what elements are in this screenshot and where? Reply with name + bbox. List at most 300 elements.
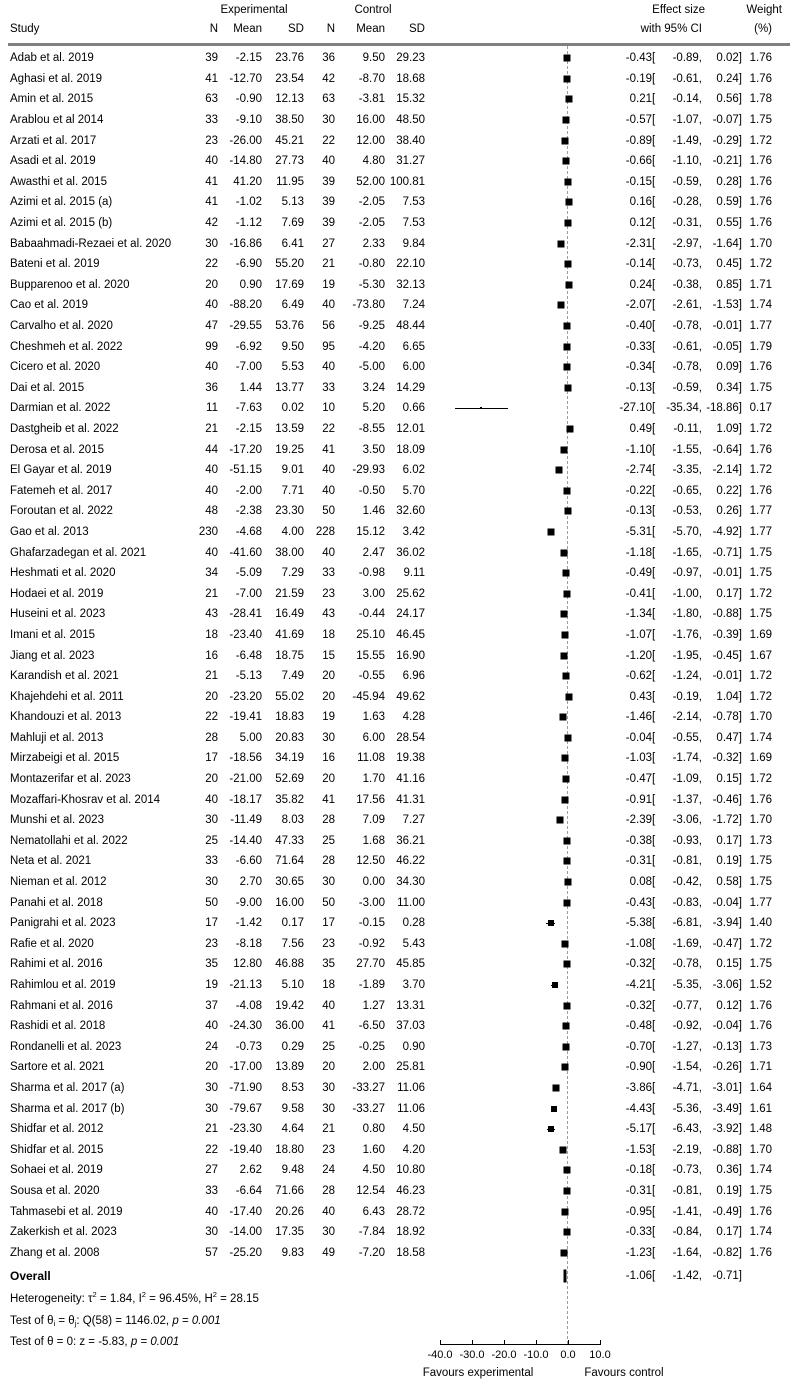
effect-size-cell: -1.03 bbox=[625, 752, 652, 765]
control-n-cell: 43 bbox=[322, 608, 335, 621]
study-name-cell: Rahimi et al. 2016 bbox=[10, 958, 103, 971]
effect-size-marker bbox=[480, 407, 482, 409]
control-sd-cell: 48.44 bbox=[396, 320, 425, 333]
stat-line bbox=[10, 1332, 798, 1354]
x-axis-tick bbox=[504, 1340, 505, 1344]
control-sd-cell: 4.20 bbox=[402, 1143, 425, 1156]
experimental-n-cell: 37 bbox=[205, 999, 218, 1012]
ci-upper-cell: -0.64] bbox=[712, 443, 742, 456]
experimental-mean-cell: -2.38 bbox=[235, 505, 262, 518]
study-name-cell: Cao et al. 2019 bbox=[10, 299, 89, 312]
ci-upper-cell: -0.01] bbox=[712, 320, 742, 333]
bracket-cell: [ bbox=[652, 1102, 656, 1115]
control-n-cell: 20 bbox=[322, 1061, 335, 1074]
bracket-cell: [ bbox=[652, 52, 656, 65]
control-n-cell: 40 bbox=[322, 999, 335, 1012]
study-name-cell: Mahluji et al. 2013 bbox=[10, 731, 104, 744]
ci-upper-cell: 0.56] bbox=[716, 93, 742, 106]
experimental-sd-cell: 18.83 bbox=[275, 711, 304, 724]
bracket-cell: [ bbox=[652, 711, 656, 724]
control-n-cell: 49 bbox=[322, 1246, 335, 1259]
weight-cell: 1.74 bbox=[749, 1226, 772, 1239]
x-axis-tick bbox=[472, 1340, 473, 1344]
experimental-mean-cell: -7.00 bbox=[235, 587, 262, 600]
effect-size-marker bbox=[562, 1064, 569, 1071]
forest-row bbox=[0, 151, 798, 172]
effect-size-cell: 0.21 bbox=[629, 93, 652, 106]
bracket-cell: [ bbox=[652, 175, 656, 188]
effect-size-cell: -5.31 bbox=[625, 525, 652, 538]
control-sd-cell: 3.42 bbox=[402, 525, 425, 538]
ci-lower-cell: -5.70, bbox=[672, 525, 702, 538]
weight-cell: 1.77 bbox=[749, 525, 772, 538]
effect-size-cell: 0.12 bbox=[629, 217, 652, 230]
ci-plot-cell bbox=[425, 295, 612, 316]
effect-size-cell: -1.20 bbox=[625, 649, 652, 662]
control-mean-cell: 11.08 bbox=[357, 752, 385, 765]
weight-cell: 1.61 bbox=[749, 1102, 772, 1115]
x-axis-tick bbox=[536, 1340, 537, 1344]
control-mean-cell: 1.68 bbox=[362, 834, 385, 847]
weight-header-line2: (%) bbox=[754, 23, 772, 35]
study-name-cell: Babaahmadi-Rezaei et al. 2020 bbox=[10, 237, 172, 250]
control-mean-cell: 52.00 bbox=[356, 175, 385, 188]
ci-lower-cell: -35.34, bbox=[666, 402, 702, 415]
ci-upper-cell: -0.39] bbox=[712, 628, 742, 641]
ci-lower-cell: -0.55, bbox=[672, 731, 702, 744]
study-name-cell: Imani et al. 2015 bbox=[10, 628, 96, 641]
forest-row bbox=[0, 892, 798, 913]
ci-upper-cell: 0.15] bbox=[716, 773, 742, 786]
effect-size-marker bbox=[565, 199, 572, 206]
ci-plot-cell bbox=[425, 357, 612, 378]
forest-row bbox=[0, 975, 798, 996]
x-axis-tick bbox=[568, 1340, 569, 1344]
ci-plot-cell bbox=[425, 913, 612, 934]
ci-plot-cell bbox=[425, 934, 612, 955]
effect-size-cell: -0.43 bbox=[625, 52, 652, 65]
experimental-sd-cell: 6.49 bbox=[281, 299, 304, 312]
experimental-sd-cell: 19.25 bbox=[275, 443, 304, 456]
study-name-cell: Rafie et al. 2020 bbox=[10, 937, 94, 950]
ci-plot-cell bbox=[425, 625, 612, 646]
experimental-n-cell: 30 bbox=[205, 237, 218, 250]
effect-size-marker bbox=[563, 1002, 570, 1009]
ci-plot-cell bbox=[425, 686, 612, 707]
study-name-cell: Shidfar et al. 2012 bbox=[10, 1123, 104, 1136]
experimental-n-cell: 42 bbox=[205, 217, 218, 230]
effect-size-cell: -0.31 bbox=[625, 855, 652, 868]
experimental-mean-cell: -6.64 bbox=[235, 1184, 262, 1197]
study-name-cell: Asadi et al. 2019 bbox=[10, 155, 96, 168]
bracket-cell: [ bbox=[652, 525, 656, 538]
study-name-cell: Montazerifar et al. 2023 bbox=[10, 773, 131, 786]
study-name-cell: Fatemeh et al. 2017 bbox=[10, 484, 113, 497]
experimental-mean-cell: -12.70 bbox=[229, 72, 262, 85]
control-sd-cell: 46.22 bbox=[396, 855, 425, 868]
ci-lower-cell: -1.49, bbox=[672, 134, 702, 147]
experimental-mean-cell: -18.56 bbox=[229, 752, 262, 765]
control-mean-cell: -3.81 bbox=[358, 93, 385, 106]
bracket-cell: [ bbox=[652, 505, 656, 518]
ci-plot-cell bbox=[425, 831, 612, 852]
weight-cell: 1.73 bbox=[749, 834, 772, 847]
control-n-cell: 30 bbox=[322, 1102, 335, 1115]
weight-cell: 1.67 bbox=[749, 649, 772, 662]
weight-cell: 1.76 bbox=[749, 196, 772, 209]
weight-cell: 1.72 bbox=[749, 773, 772, 786]
effect-size-marker bbox=[548, 1126, 554, 1132]
study-name-cell: Arablou et al 2014 bbox=[10, 114, 104, 127]
forest-row bbox=[0, 398, 798, 419]
x-axis-line bbox=[440, 1344, 601, 1345]
ci-plot-cell bbox=[425, 130, 612, 151]
effect-size-marker bbox=[561, 631, 568, 638]
experimental-sd-cell: 5.53 bbox=[281, 361, 304, 374]
effect-size-marker bbox=[563, 117, 570, 124]
ci-plot-cell bbox=[425, 233, 612, 254]
weight-cell: 1.52 bbox=[749, 979, 772, 992]
control-n-header: N bbox=[326, 23, 335, 35]
ci-plot-cell bbox=[425, 954, 612, 975]
effect-size-marker bbox=[552, 982, 558, 988]
control-mean-cell: 15.55 bbox=[356, 649, 385, 662]
forest-row bbox=[0, 542, 798, 563]
ci-plot-cell bbox=[425, 275, 612, 296]
forest-row bbox=[0, 748, 798, 769]
experimental-n-cell: 22 bbox=[205, 258, 218, 271]
experimental-sd-cell: 5.13 bbox=[281, 196, 304, 209]
experimental-n-cell: 19 bbox=[205, 979, 218, 992]
control-n-cell: 21 bbox=[322, 1123, 335, 1136]
control-mean-cell: 2.00 bbox=[362, 1061, 385, 1074]
ci-plot-cell bbox=[425, 480, 612, 501]
weight-cell: 1.76 bbox=[749, 443, 772, 456]
bracket-cell: [ bbox=[652, 690, 656, 703]
ci-plot-cell bbox=[425, 851, 612, 872]
control-mean-cell: 1.60 bbox=[362, 1143, 385, 1156]
control-n-cell: 19 bbox=[322, 711, 335, 724]
forest-row bbox=[0, 995, 798, 1016]
bracket-cell: [ bbox=[652, 608, 656, 621]
control-sd-cell: 24.17 bbox=[396, 608, 425, 621]
ci-lower-cell: -0.31, bbox=[672, 217, 702, 230]
ci-lower-cell: -0.42, bbox=[672, 876, 702, 889]
control-sd-cell: 37.03 bbox=[396, 1020, 425, 1033]
experimental-mean-header: Mean bbox=[233, 23, 262, 35]
ci-lower-cell: -1.80, bbox=[672, 608, 702, 621]
effect-size-cell: -1.07 bbox=[625, 628, 652, 641]
control-n-cell: 228 bbox=[315, 525, 335, 538]
effect-size-header-line1: Effect size bbox=[652, 4, 705, 16]
control-n-cell: 23 bbox=[322, 937, 335, 950]
experimental-mean-cell: -9.00 bbox=[235, 896, 262, 909]
effect-size-marker bbox=[562, 1043, 569, 1050]
effect-size-cell: -0.48 bbox=[625, 1020, 652, 1033]
forest-row bbox=[0, 1242, 798, 1263]
ci-plot-cell bbox=[425, 872, 612, 893]
forest-row bbox=[0, 872, 798, 893]
bracket-cell: [ bbox=[652, 587, 656, 600]
control-sd-cell: 6.02 bbox=[402, 464, 425, 477]
experimental-mean-cell: -9.10 bbox=[235, 114, 262, 127]
control-sd-cell: 49.62 bbox=[396, 690, 425, 703]
experimental-n-cell: 40 bbox=[205, 1020, 218, 1033]
control-sd-cell: 28.72 bbox=[396, 1205, 425, 1218]
experimental-sd-cell: 0.29 bbox=[281, 1040, 304, 1053]
effect-size-marker bbox=[551, 1106, 557, 1112]
ci-lower-cell: -0.83, bbox=[672, 896, 702, 909]
ci-lower-cell: -1.07, bbox=[672, 114, 702, 127]
effect-size-marker bbox=[564, 508, 571, 515]
ci-plot-cell bbox=[425, 213, 612, 234]
weight-cell: 1.79 bbox=[749, 340, 772, 353]
forest-row bbox=[0, 48, 798, 69]
experimental-sd-cell: 4.00 bbox=[281, 525, 304, 538]
experimental-mean-cell: -6.90 bbox=[235, 258, 262, 271]
ci-upper-cell: 0.12] bbox=[716, 999, 742, 1012]
experimental-n-cell: 40 bbox=[205, 299, 218, 312]
ci-lower-cell: -6.81, bbox=[672, 917, 702, 930]
control-n-cell: 30 bbox=[322, 1226, 335, 1239]
control-n-cell: 39 bbox=[322, 175, 335, 188]
ci-plot-cell bbox=[425, 522, 612, 543]
control-n-cell: 22 bbox=[322, 422, 335, 435]
control-mean-cell: -0.44 bbox=[358, 608, 385, 621]
study-name-cell: Huseini et al. 2023 bbox=[10, 608, 106, 621]
experimental-mean-cell: -18.17 bbox=[229, 793, 262, 806]
effect-size-marker bbox=[561, 1249, 568, 1256]
weight-cell: 1.76 bbox=[749, 1205, 772, 1218]
control-n-cell: 28 bbox=[322, 855, 335, 868]
control-mean-cell: 25.10 bbox=[356, 628, 385, 641]
ci-upper-cell: 0.24] bbox=[716, 72, 742, 85]
control-sd-cell: 41.16 bbox=[396, 773, 425, 786]
weight-cell: 1.72 bbox=[749, 464, 772, 477]
effect-size-marker bbox=[560, 1146, 567, 1153]
ci-upper-cell: -3.06] bbox=[712, 979, 742, 992]
effect-size-cell: -0.38 bbox=[625, 834, 652, 847]
stat-segment: Test of θ = 0: z = -5.83, bbox=[10, 1336, 131, 1349]
forest-row bbox=[0, 1160, 798, 1181]
control-sd-cell: 32.60 bbox=[396, 505, 425, 518]
forest-row bbox=[0, 645, 798, 666]
experimental-sd-cell: 7.56 bbox=[281, 937, 304, 950]
forest-row bbox=[0, 913, 798, 934]
effect-size-marker bbox=[563, 899, 570, 906]
bracket-cell: [ bbox=[652, 1123, 656, 1136]
experimental-mean-cell: -28.41 bbox=[229, 608, 262, 621]
control-n-cell: 36 bbox=[322, 52, 335, 65]
study-name-cell: Hodaei et al. 2019 bbox=[10, 587, 104, 600]
experimental-sd-cell: 46.88 bbox=[275, 958, 304, 971]
model-statistics bbox=[0, 1289, 798, 1354]
bracket-cell: [ bbox=[652, 1081, 656, 1094]
ci-upper-cell: -0.49] bbox=[712, 1205, 742, 1218]
effect-size-marker bbox=[566, 693, 573, 700]
experimental-mean-cell: -41.60 bbox=[229, 546, 262, 559]
experimental-n-cell: 40 bbox=[205, 484, 218, 497]
effect-size-marker bbox=[564, 1167, 571, 1174]
control-n-cell: 23 bbox=[322, 1143, 335, 1156]
study-name-cell: Sousa et al. 2020 bbox=[10, 1184, 100, 1197]
effect-size-marker bbox=[561, 1208, 568, 1215]
bracket-cell: [ bbox=[652, 731, 656, 744]
control-n-cell: 10 bbox=[322, 402, 335, 415]
control-sd-cell: 5.43 bbox=[402, 937, 425, 950]
forest-row bbox=[0, 357, 798, 378]
plot-column-spacer bbox=[425, 21, 612, 37]
effect-size-marker bbox=[560, 611, 567, 618]
control-sd-cell: 31.27 bbox=[396, 155, 425, 168]
effect-size-marker bbox=[565, 96, 572, 103]
forest-row bbox=[0, 254, 798, 275]
control-n-cell: 20 bbox=[322, 670, 335, 683]
control-n-cell: 30 bbox=[322, 114, 335, 127]
study-name-cell: Munshi et al. 2023 bbox=[10, 814, 104, 827]
effect-size-cell: -1.08 bbox=[625, 937, 652, 950]
control-sd-cell: 11.06 bbox=[397, 1081, 425, 1094]
study-name-cell: Sharma et al. 2017 (a) bbox=[10, 1081, 125, 1094]
effect-size-cell: -0.41 bbox=[625, 587, 652, 600]
experimental-n-cell: 48 bbox=[205, 505, 218, 518]
ci-upper-cell: 0.55] bbox=[716, 217, 742, 230]
ci-plot-cell bbox=[425, 192, 612, 213]
ci-upper-cell: 0.19] bbox=[716, 1184, 742, 1197]
ci-lower-cell: -5.35, bbox=[672, 979, 702, 992]
effect-size-cell: -0.70 bbox=[625, 1040, 652, 1053]
forest-row bbox=[0, 1057, 798, 1078]
control-n-cell: 41 bbox=[322, 793, 335, 806]
ci-upper-cell: -0.05] bbox=[712, 340, 742, 353]
ci-plot-cell bbox=[425, 1181, 612, 1202]
ci-lower-cell: -2.19, bbox=[672, 1143, 702, 1156]
ci-lower-cell: -1.00, bbox=[672, 587, 702, 600]
control-mean-cell: 4.50 bbox=[362, 1164, 385, 1177]
weight-cell: 1.74 bbox=[749, 299, 772, 312]
experimental-mean-cell: -4.68 bbox=[235, 525, 262, 538]
ci-upper-cell: 0.36] bbox=[716, 1164, 742, 1177]
experimental-sd-cell: 30.65 bbox=[275, 876, 304, 889]
effect-size-cell: -0.19 bbox=[625, 72, 652, 85]
control-mean-cell: 17.56 bbox=[356, 793, 385, 806]
study-name-cell: Cicero et al. 2020 bbox=[10, 361, 101, 374]
control-sd-cell: 4.50 bbox=[402, 1123, 425, 1136]
control-n-cell: 30 bbox=[322, 876, 335, 889]
effect-size-marker bbox=[548, 920, 554, 926]
experimental-mean-cell: -14.00 bbox=[229, 1226, 262, 1239]
control-sd-cell: 6.65 bbox=[402, 340, 425, 353]
forest-row bbox=[0, 666, 798, 687]
experimental-n-cell: 16 bbox=[205, 649, 218, 662]
ci-upper-cell: 0.17] bbox=[716, 587, 742, 600]
experimental-n-cell: 17 bbox=[205, 752, 218, 765]
ci-plot-cell bbox=[425, 316, 612, 337]
x-axis-tick bbox=[440, 1340, 441, 1344]
weight-cell: 1.76 bbox=[749, 72, 772, 85]
control-n-cell: 56 bbox=[322, 320, 335, 333]
ci-lower-cell: -2.61, bbox=[672, 299, 702, 312]
weight-cell: 1.70 bbox=[749, 814, 772, 827]
experimental-sd-cell: 23.76 bbox=[275, 52, 304, 65]
control-mean-cell: -8.55 bbox=[358, 422, 385, 435]
experimental-sd-cell: 53.76 bbox=[275, 320, 304, 333]
study-rows bbox=[0, 48, 798, 1263]
weight-cell: 1.72 bbox=[749, 134, 772, 147]
bracket-cell: [ bbox=[652, 649, 656, 662]
bracket-cell: [ bbox=[652, 814, 656, 827]
ci-plot-cell bbox=[425, 110, 612, 131]
ci-lower-cell: -1.37, bbox=[672, 793, 702, 806]
experimental-sd-cell: 71.66 bbox=[275, 1184, 304, 1197]
effect-size-cell: -2.74 bbox=[625, 464, 652, 477]
ci-upper-cell: -0.01] bbox=[712, 670, 742, 683]
control-mean-cell: 1.46 bbox=[362, 505, 385, 518]
control-n-cell: 25 bbox=[322, 1040, 335, 1053]
weight-cell: 1.69 bbox=[749, 752, 772, 765]
ci-plot-cell bbox=[425, 707, 612, 728]
forest-row bbox=[0, 625, 798, 646]
control-n-cell: 28 bbox=[322, 814, 335, 827]
experimental-mean-cell: -1.42 bbox=[235, 917, 262, 930]
ci-upper-cell: 0.17] bbox=[716, 834, 742, 847]
experimental-sd-cell: 8.03 bbox=[281, 814, 304, 827]
ci-lower-cell: -0.78, bbox=[672, 320, 702, 333]
experimental-mean-cell: -19.41 bbox=[229, 711, 262, 724]
bracket-cell: [ bbox=[652, 793, 656, 806]
study-name-cell: Nematollahi et al. 2022 bbox=[10, 834, 128, 847]
bracket-cell: [ bbox=[652, 278, 656, 291]
experimental-sd-cell: 23.30 bbox=[275, 505, 304, 518]
experimental-mean-cell: -7.00 bbox=[235, 361, 262, 374]
control-sd-header: SD bbox=[409, 23, 425, 35]
stat-segment: p = 0.001 bbox=[172, 1314, 221, 1327]
ci-plot-cell bbox=[425, 1242, 612, 1263]
ci-plot-cell bbox=[425, 666, 612, 687]
experimental-n-cell: 230 bbox=[198, 525, 218, 538]
effect-size-marker bbox=[562, 158, 569, 165]
effect-size-cell: -2.31 bbox=[625, 237, 652, 250]
experimental-n-cell: 43 bbox=[205, 608, 218, 621]
weight-cell: 1.74 bbox=[749, 731, 772, 744]
study-name-cell: Khandouzi et al. 2013 bbox=[10, 711, 122, 724]
study-name-cell: Derosa et al. 2015 bbox=[10, 443, 104, 456]
experimental-mean-cell: -4.08 bbox=[235, 999, 262, 1012]
control-sd-cell: 32.13 bbox=[396, 278, 425, 291]
control-mean-cell: 0.80 bbox=[362, 1123, 385, 1136]
experimental-sd-cell: 4.64 bbox=[281, 1123, 304, 1136]
weight-cell: 1.76 bbox=[749, 155, 772, 168]
bracket-cell: [ bbox=[652, 546, 656, 559]
weight-cell: 1.76 bbox=[749, 999, 772, 1012]
forest-row bbox=[0, 192, 798, 213]
experimental-n-cell: 34 bbox=[205, 567, 218, 580]
control-n-cell: 18 bbox=[322, 979, 335, 992]
weight-cell: 1.75 bbox=[749, 608, 772, 621]
effect-size-cell: 0.43 bbox=[629, 690, 652, 703]
effect-size-cell: -0.31 bbox=[625, 1184, 652, 1197]
overall-plot-cell bbox=[425, 1263, 612, 1289]
effect-size-marker bbox=[564, 858, 571, 865]
bracket-cell: [ bbox=[652, 422, 656, 435]
control-sd-cell: 19.38 bbox=[396, 752, 425, 765]
control-sd-cell: 6.96 bbox=[402, 670, 425, 683]
ci-upper-cell: 0.34] bbox=[716, 381, 742, 394]
experimental-group-header: Experimental bbox=[220, 4, 288, 16]
control-sd-cell: 28.54 bbox=[396, 731, 425, 744]
experimental-n-cell: 11 bbox=[206, 402, 218, 415]
experimental-mean-cell: -24.30 bbox=[229, 1020, 262, 1033]
